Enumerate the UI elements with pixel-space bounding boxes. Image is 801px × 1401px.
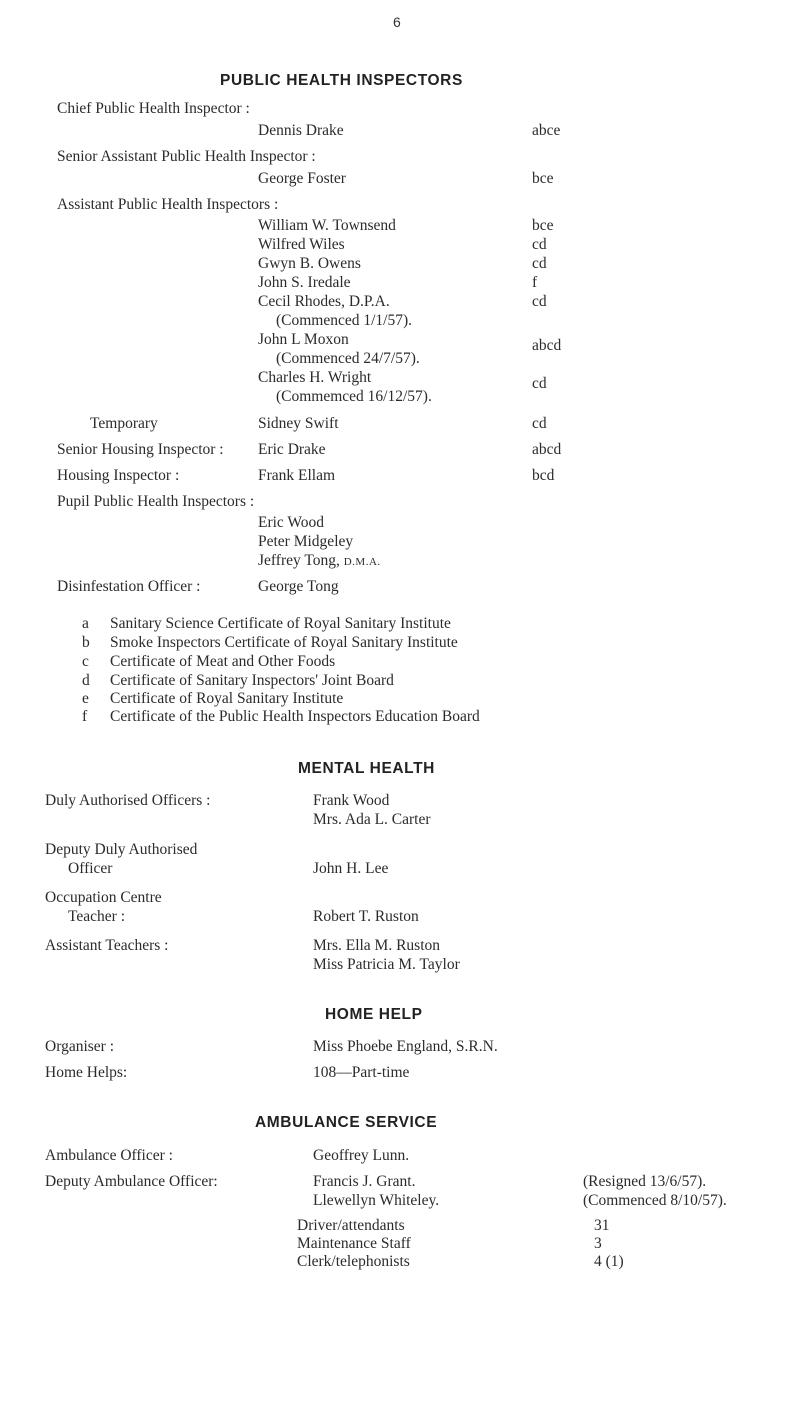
deputy-ambulance-name: Llewellyn Whiteley. [313, 1192, 440, 1209]
key-text: Certificate of Royal Sanitary Institute [110, 690, 344, 707]
key-text: Certificate of the Public Health Inspectors Education Board [110, 708, 480, 725]
key-letter: d [82, 672, 90, 689]
housing-label: Housing Inspector : [57, 467, 180, 484]
assistant-quals: cd [532, 255, 547, 272]
organiser-name: Miss Phoebe England, S.R.N. [313, 1038, 498, 1055]
assistant-name: Charles H. Wright [258, 369, 372, 386]
staff-count: 3 [594, 1235, 602, 1252]
staff-label: Driver/attendants [297, 1217, 405, 1234]
temporary-name: Sidney Swift [258, 415, 339, 432]
deputy-ambulance-note: (Commenced 8/10/57). [583, 1192, 727, 1209]
duly-authorised-label: Duly Authorised Officers : [45, 792, 211, 809]
staff-count: 31 [594, 1217, 610, 1234]
deputy-duly-name: John H. Lee [313, 860, 389, 877]
housing-name: Frank Ellam [258, 467, 336, 484]
temporary-quals: cd [532, 415, 547, 432]
key-text: Smoke Inspectors Certificate of Royal Sanitary Institute [110, 634, 458, 651]
chief-name: Dennis Drake [258, 122, 344, 139]
assistant-name: Wilfred Wiles [258, 236, 345, 253]
chief-quals: abce [532, 122, 561, 139]
senior-housing-name: Eric Drake [258, 441, 326, 458]
section-title-ambulance-service: AMBULANCE SERVICE [255, 1114, 438, 1131]
assistant-teachers-label: Assistant Teachers : [45, 937, 169, 954]
occupation-centre-label-2: Teacher : [68, 908, 125, 925]
senior-assistant-name: George Foster [258, 170, 346, 187]
assistant-name: William W. Townsend [258, 217, 396, 234]
key-text: Certificate of Meat and Other Foods [110, 653, 336, 670]
key-text: Sanitary Science Certificate of Royal Sanitary Institute [110, 615, 451, 632]
occupation-centre-label: Occupation Centre [45, 889, 162, 906]
senior-housing-quals: abcd [532, 441, 562, 458]
deputy-duly-label: Deputy Duly Authorised [45, 841, 198, 858]
key-letter: b [82, 634, 90, 651]
staff-label: Maintenance Staff [297, 1235, 411, 1252]
staff-count: 4 (1) [594, 1253, 624, 1270]
senior-assistant-quals: bce [532, 170, 554, 187]
organiser-label: Organiser : [45, 1038, 115, 1055]
home-helps-value: 108—Part-time [313, 1064, 410, 1081]
pupil-inspectors-label: Pupil Public Health Inspectors : [57, 493, 255, 510]
ambulance-officer-label: Ambulance Officer : [45, 1147, 173, 1164]
temporary-label: Temporary [90, 415, 158, 432]
senior-housing-label: Senior Housing Inspector : [57, 441, 224, 458]
assistant-teacher-name: Miss Patricia M. Taylor [313, 956, 460, 973]
assistant-note: (Commenced 24/7/57). [276, 350, 420, 367]
pupil-name: Jeffrey Tong, D.M.A. [258, 552, 381, 569]
page-number: 6 [393, 14, 401, 30]
assistant-quals: cd [532, 375, 547, 392]
assistant-note: (Commenced 1/1/57). [276, 312, 413, 329]
ambulance-officer-name: Geoffrey Lunn. [313, 1147, 410, 1164]
assistant-teacher-name: Mrs. Ella M. Ruston [313, 937, 441, 954]
assistant-quals: f [532, 274, 538, 291]
duly-authorised-name: Mrs. Ada L. Carter [313, 811, 431, 828]
housing-quals: bcd [532, 467, 555, 484]
assistant-name: Gwyn B. Owens [258, 255, 361, 272]
assistant-name: John L Moxon [258, 331, 349, 348]
deputy-ambulance-note: (Resigned 13/6/57). [583, 1173, 707, 1190]
assistant-inspectors-label: Assistant Public Health Inspectors : [57, 196, 279, 213]
chief-label: Chief Public Health Inspector : [57, 100, 250, 117]
pupil-name: Peter Midgeley [258, 533, 354, 550]
assistant-quals: cd [532, 236, 547, 253]
pupil-name: Eric Wood [258, 514, 325, 531]
key-letter: f [82, 708, 88, 725]
assistant-quals: bce [532, 217, 554, 234]
disinfestation-label: Disinfestation Officer : [57, 578, 201, 595]
key-letter: a [82, 615, 89, 632]
deputy-ambulance-name: Francis J. Grant. [313, 1173, 416, 1190]
assistant-quals: cd [532, 293, 547, 310]
key-letter: e [82, 690, 89, 707]
section-title-public-health-inspectors: PUBLIC HEALTH INSPECTORS [220, 72, 463, 89]
deputy-duly-label-2: Officer [68, 860, 113, 877]
section-title-home-help: HOME HELP [325, 1006, 423, 1023]
section-title-mental-health: MENTAL HEALTH [298, 760, 435, 777]
key-letter: c [82, 653, 89, 670]
assistant-quals: abcd [532, 337, 562, 354]
deputy-ambulance-label: Deputy Ambulance Officer: [45, 1173, 218, 1190]
key-text: Certificate of Sanitary Inspectors' Joint Board [110, 672, 394, 689]
duly-authorised-name: Frank Wood [313, 792, 390, 809]
home-helps-label: Home Helps: [45, 1064, 128, 1081]
staff-label: Clerk/telephonists [297, 1253, 410, 1270]
pupil-qualification: D.M.A. [343, 556, 381, 568]
occupation-centre-name: Robert T. Ruston [313, 908, 419, 925]
assistant-name: John S. Iredale [258, 274, 351, 291]
senior-assistant-label: Senior Assistant Public Health Inspector : [57, 148, 316, 165]
assistant-note: (Commemced 16/12/57). [276, 388, 432, 405]
assistant-name: Cecil Rhodes, D.P.A. [258, 293, 390, 310]
disinfestation-name: George Tong [258, 578, 339, 595]
